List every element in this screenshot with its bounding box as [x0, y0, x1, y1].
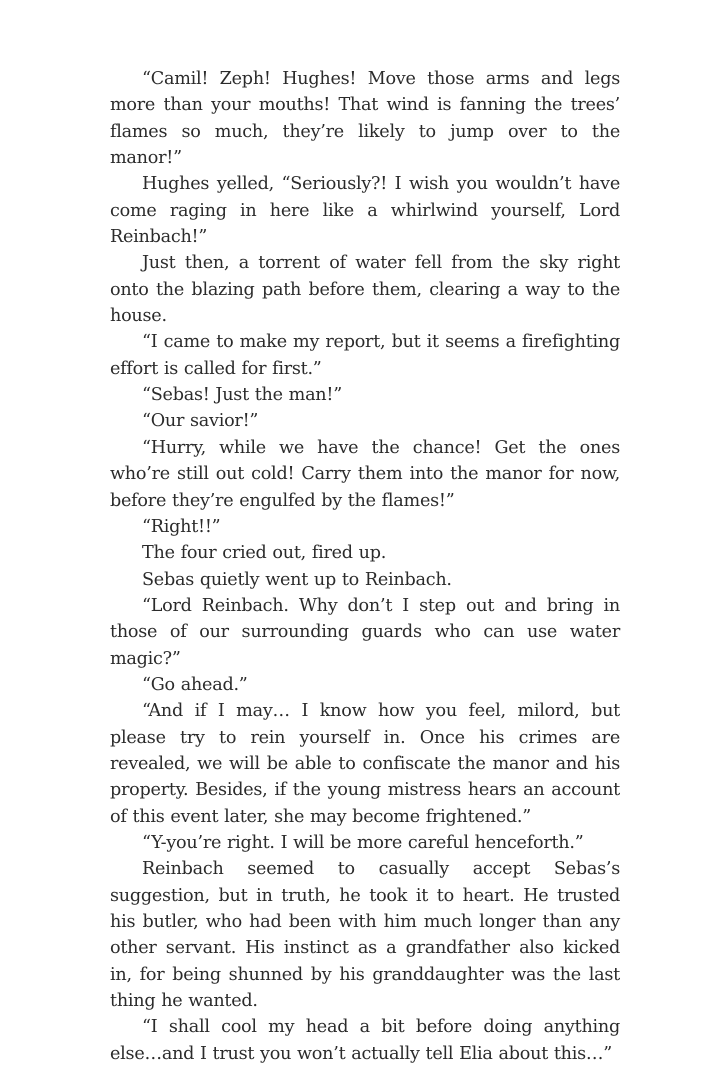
- paragraph: “Y-you’re right. I will be more careful henceforth.”: [142, 832, 584, 853]
- paragraph: “Hurry, while we have the chance! Get the ones who’re still out cold! Carry them into the manor for now, before they’re engulfed by the flames!”: [110, 437, 620, 511]
- paragraph: “I came to make my report, but it seems a firefighting effort is called for first.”: [110, 332, 620, 379]
- paragraph: Hughes yelled, “Seriously?! I wish you wouldn’t have come raging in here like a whirlwind yourself, Lord Reinbach!”: [110, 174, 620, 248]
- paragraph: Just then, a torrent of water fell from the sky right onto the blazing path before them, clearing a way to the house.: [110, 253, 620, 327]
- paragraph: “Our savior!”: [142, 411, 259, 432]
- paragraph: “Right!!”: [142, 516, 221, 537]
- paragraph: “Sebas! Just the man!”: [142, 385, 342, 406]
- book-page: [110, 66, 620, 1067]
- paragraph: Reinbach seemed to casually accept Sebas’s suggestion, but in truth, he took it to heart. He trusted his butler, who had been with him much longer than any other servant. His instinct as a grandfather also kicked in, for being shunned by his granddaughter was the last thing he wanted.: [110, 859, 620, 1012]
- paragraph: The four cried out, fired up.: [142, 543, 387, 564]
- paragraph: Sebas quietly went up to Reinbach.: [142, 569, 452, 590]
- paragraph: “And if I may… I know how you feel, milord, but please try to rein yourself in. Once his crimes are revealed, we will be able to confiscate the manor and his property. Besides, if the young mistress hears an account of this event later, she may become frightened.”: [110, 701, 620, 827]
- paragraph: “Camil! Zeph! Hughes! Move those arms and legs more than your mouths! That wind is fanning the trees’ flames so much, they’re likely to jump over to the manor!”: [110, 69, 620, 169]
- paragraph: “Go ahead.”: [142, 674, 248, 695]
- paragraph: “Lord Reinbach. Why don’t I step out and bring in those of our surrounding guards who can use water magic?”: [110, 595, 620, 669]
- paragraph: “I shall cool my head a bit before doing anything else…and I trust you won’t actually tell Elia about this…”: [110, 1017, 620, 1064]
